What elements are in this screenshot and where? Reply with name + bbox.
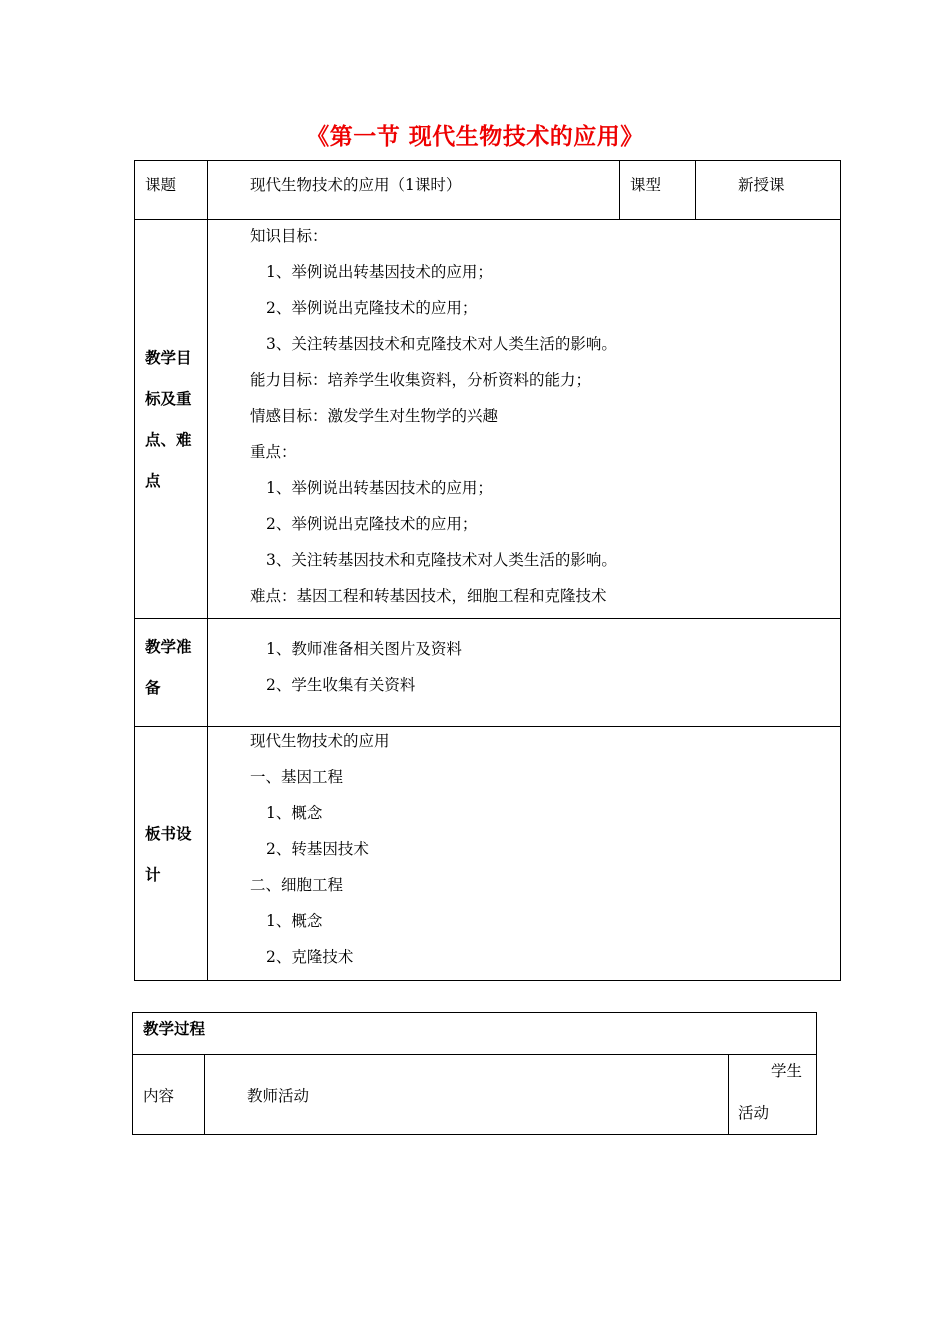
process-title-row: [133, 1013, 817, 1055]
objective-line: 难点：基因工程和转基因技术，细胞工程和克隆技术: [250, 587, 607, 605]
type-label: 课型: [630, 176, 662, 194]
preparation-row: [135, 619, 841, 727]
document-title: 《第一节 现代生物技术的应用》: [306, 123, 644, 150]
topic-row: [135, 161, 841, 220]
process-header-row: [133, 1055, 817, 1135]
topic-value: 现代生物技术的应用（1课时）: [250, 176, 462, 194]
process-title-cell: [133, 1013, 817, 1055]
board-line: 二、细胞工程: [250, 876, 344, 894]
objectives-content-cell: [208, 220, 841, 619]
objective-line: 能力目标：培养学生收集资料，分析资料的能力；: [250, 371, 592, 389]
objectives-label: 教学目 标及重 点、难 点: [145, 348, 192, 490]
type-value: 新授课: [738, 176, 785, 194]
board-line: 2、转基因技术: [266, 840, 369, 858]
board-label-cell: [135, 727, 208, 981]
objective-line: 情感目标：激发学生对生物学的兴趣: [250, 407, 499, 425]
teaching-process-table: [132, 1012, 817, 1135]
lesson-plan-table: [134, 160, 841, 981]
preparation-line: 2、学生收集有关资料: [266, 676, 416, 694]
objective-line: 2、举例说出克隆技术的应用；: [266, 299, 478, 317]
topic-value-cell: [208, 161, 620, 220]
teacher-activity-header: 教师活动: [247, 1086, 310, 1105]
preparation-line: 1、教师准备相关图片及资料: [266, 640, 462, 658]
objective-line: 1、举例说出转基因技术的应用；: [266, 479, 493, 497]
student-activity-header-line2: 活动: [738, 1104, 770, 1122]
preparation-content-cell: [208, 619, 841, 727]
objectives-label-cell: [135, 220, 208, 619]
objective-line: 知识目标：: [250, 227, 328, 245]
student-activity-header-line1: 学生: [771, 1062, 803, 1080]
topic-label-cell: [135, 161, 208, 220]
board-label: 板书设 计: [145, 823, 192, 884]
preparation-label: 教学准 备: [145, 637, 192, 697]
board-line: 1、概念: [266, 912, 323, 930]
objectives-row: [135, 220, 841, 619]
board-line: 1、概念: [266, 804, 323, 822]
objective-line: 2、举例说出克隆技术的应用；: [266, 515, 478, 533]
type-label-cell: [620, 161, 696, 220]
board-line: 现代生物技术的应用: [250, 732, 390, 750]
teacher-activity-header-cell: [205, 1055, 729, 1135]
content-header-cell: [133, 1055, 205, 1135]
objective-line: 3、关注转基因技术和克隆技术对人类生活的影响。: [266, 551, 617, 569]
board-design-row: [135, 727, 841, 981]
objective-line: 重点：: [250, 443, 297, 461]
preparation-label-cell: [135, 619, 208, 727]
topic-label: 课题: [145, 176, 177, 194]
board-content-cell: [208, 727, 841, 981]
board-line: 2、克隆技术: [266, 948, 354, 966]
content-header: 内容: [143, 1086, 175, 1105]
objective-line: 1、举例说出转基因技术的应用；: [266, 263, 493, 281]
type-value-cell: [696, 161, 841, 220]
board-line: 一、基因工程: [250, 768, 344, 786]
objective-line: 3、关注转基因技术和克隆技术对人类生活的影响。: [266, 335, 617, 353]
student-activity-header-cell: [729, 1055, 817, 1135]
process-title: 教学过程: [143, 1019, 206, 1038]
